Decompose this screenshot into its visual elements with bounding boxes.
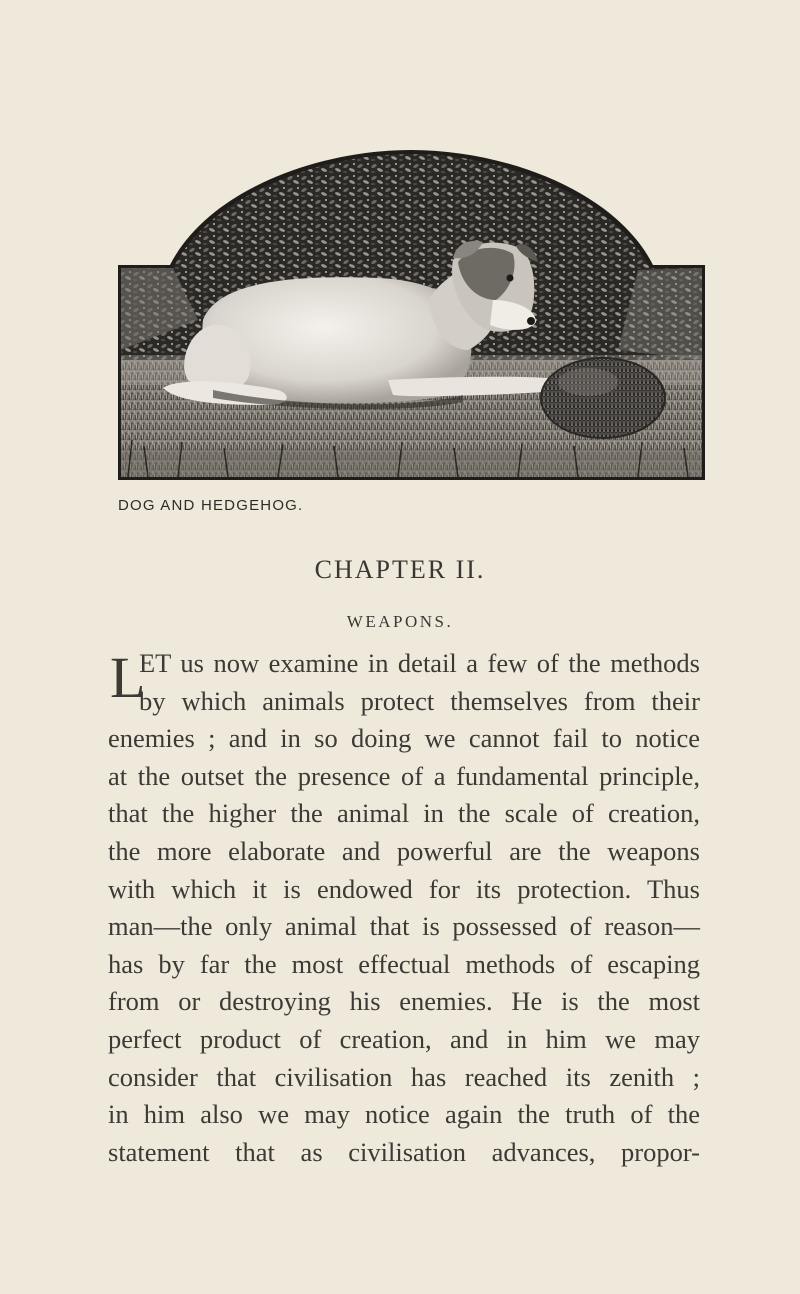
text-line: at the outset the presence of a fundamental principle, <box>108 760 700 791</box>
drop-cap: L <box>110 645 146 710</box>
text-line: from or destroying his enemies. He is the most <box>108 986 700 1017</box>
text-line: enemies ; and in so doing we cannot fail to notice <box>108 723 700 754</box>
photo-plate-dog-and-hedgehog <box>118 150 705 480</box>
text-line: with which it is endowed for its protection. Thus <box>108 873 700 904</box>
text-line: in him also we may notice again the truth of the <box>108 1099 700 1130</box>
text-line: ET us now examine in detail a few of the methods <box>139 648 700 678</box>
text-line: the more elaborate and powerful are the weapons <box>108 835 700 866</box>
text-line: has by far the most effectual methods of escaping <box>108 948 700 979</box>
chapter-title: CHAPTER II. <box>314 555 486 584</box>
hedgehog-figure <box>541 358 665 438</box>
text-line: consider that civilisation has reached its zenith ; <box>108 1061 700 1092</box>
text-line: by which animals protect themselves from their <box>139 685 700 716</box>
body-text <box>108 645 700 1171</box>
text-line: man—the only animal that is possessed of reason— <box>108 911 700 942</box>
dog-hedgehog-photo <box>118 150 705 480</box>
plate-caption: DOG AND HEDGEHOG. <box>118 497 304 514</box>
text-line: perfect product of creation, and in him we may <box>108 1023 700 1054</box>
section-title: WEAPONS. <box>346 612 454 631</box>
text-line: statement that as civilisation advances, propor- <box>108 1136 700 1167</box>
text-line: that the higher the animal in the scale of creation, <box>108 798 700 829</box>
